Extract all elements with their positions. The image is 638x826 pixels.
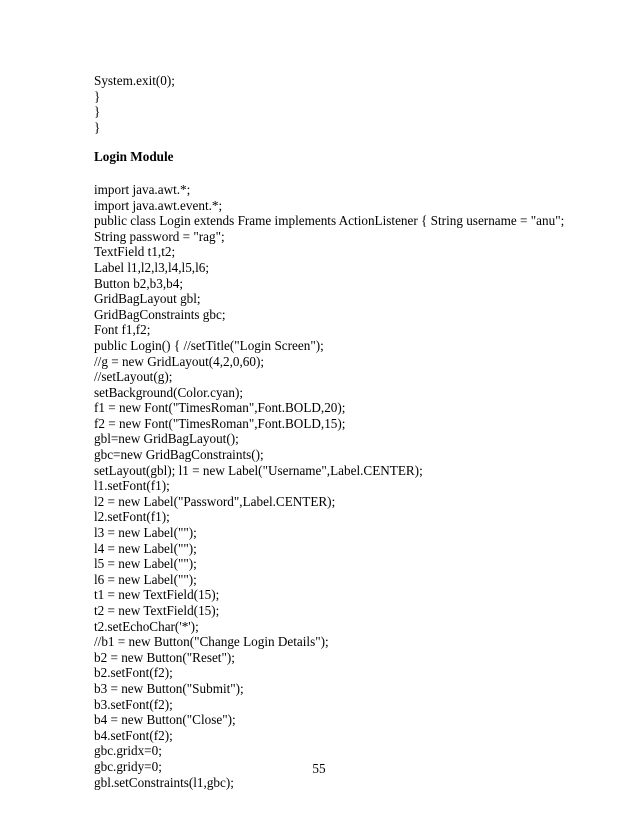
code-line: Label l1,l2,l3,l4,l5,l6; [94, 259, 210, 275]
code-line: b3.setFont(f2); [94, 696, 173, 712]
code-line: b2.setFont(f2); [94, 665, 173, 681]
code-line: public Login() { //setTitle("Login Screen"); [94, 337, 324, 353]
code-line: l2.setFont(f1); [94, 509, 170, 525]
spacer [94, 165, 614, 182]
code-line: GridBagConstraints gbc; [94, 306, 226, 322]
code-line: } [94, 119, 101, 135]
login-module-code-block [94, 182, 614, 790]
code-line: gbl.setConstraints(l1,gbc); [94, 774, 234, 790]
spacer [94, 135, 614, 149]
page-number: 55 [312, 761, 326, 776]
code-line: gbl=new GridBagLayout(); [94, 431, 239, 447]
code-line: setLayout(gbl); l1 = new Label("Username",Label.CENTER); [94, 462, 423, 478]
code-line: l4 = new Label(""); [94, 540, 197, 556]
code-line: import java.awt.event.*; [94, 197, 223, 213]
code-line: b3 = new Button("Submit"); [94, 680, 244, 696]
code-line: l5 = new Label(""); [94, 556, 197, 572]
code-line: t2.setEchoChar('*'); [94, 618, 199, 634]
code-line: Font f1,f2; [94, 322, 151, 338]
code-line: } [94, 88, 101, 104]
code-line: f1 = new Font("TimesRoman",Font.BOLD,20); [94, 400, 346, 416]
code-line: t1 = new TextField(15); [94, 587, 220, 603]
code-line: setBackground(Color.cyan); [94, 384, 244, 400]
preamble-code-block [94, 73, 614, 135]
code-line: import java.awt.*; [94, 181, 191, 197]
code-line: l1.setFont(f1); [94, 478, 170, 494]
code-line: public class Login extends Frame implements ActionListener { String username = "anu"; [94, 213, 565, 229]
code-line: b4.setFont(f2); [94, 727, 173, 743]
code-line: l3 = new Label(""); [94, 525, 197, 541]
code-line: b4 = new Button("Close"); [94, 712, 236, 728]
code-line: //b1 = new Button("Change Login Details"); [94, 634, 329, 650]
code-line: f2 = new Font("TimesRoman",Font.BOLD,15); [94, 415, 346, 431]
code-line: gbc=new GridBagConstraints(); [94, 447, 264, 463]
code-line: System.exit(0); [94, 73, 175, 88]
code-line: //g = new GridLayout(4,2,0,60); [94, 353, 265, 369]
code-line: //setLayout(g); [94, 369, 173, 385]
code-line: GridBagLayout gbl; [94, 291, 201, 307]
code-line: gbc.gridy=0; [94, 758, 162, 774]
code-line: TextField t1,t2; [94, 244, 176, 260]
code-line: Button b2,b3,b4; [94, 275, 184, 291]
code-line: b2 = new Button("Reset"); [94, 649, 235, 665]
code-line: String password = "rag"; [94, 228, 225, 244]
page-content [94, 73, 614, 790]
code-line: l2 = new Label("Password",Label.CENTER); [94, 493, 336, 509]
code-line: l6 = new Label(""); [94, 571, 197, 587]
code-line: } [94, 104, 101, 120]
code-line: t2 = new TextField(15); [94, 603, 220, 618]
section-heading: Login Module [94, 149, 174, 165]
code-line: gbc.gridx=0; [94, 743, 162, 759]
